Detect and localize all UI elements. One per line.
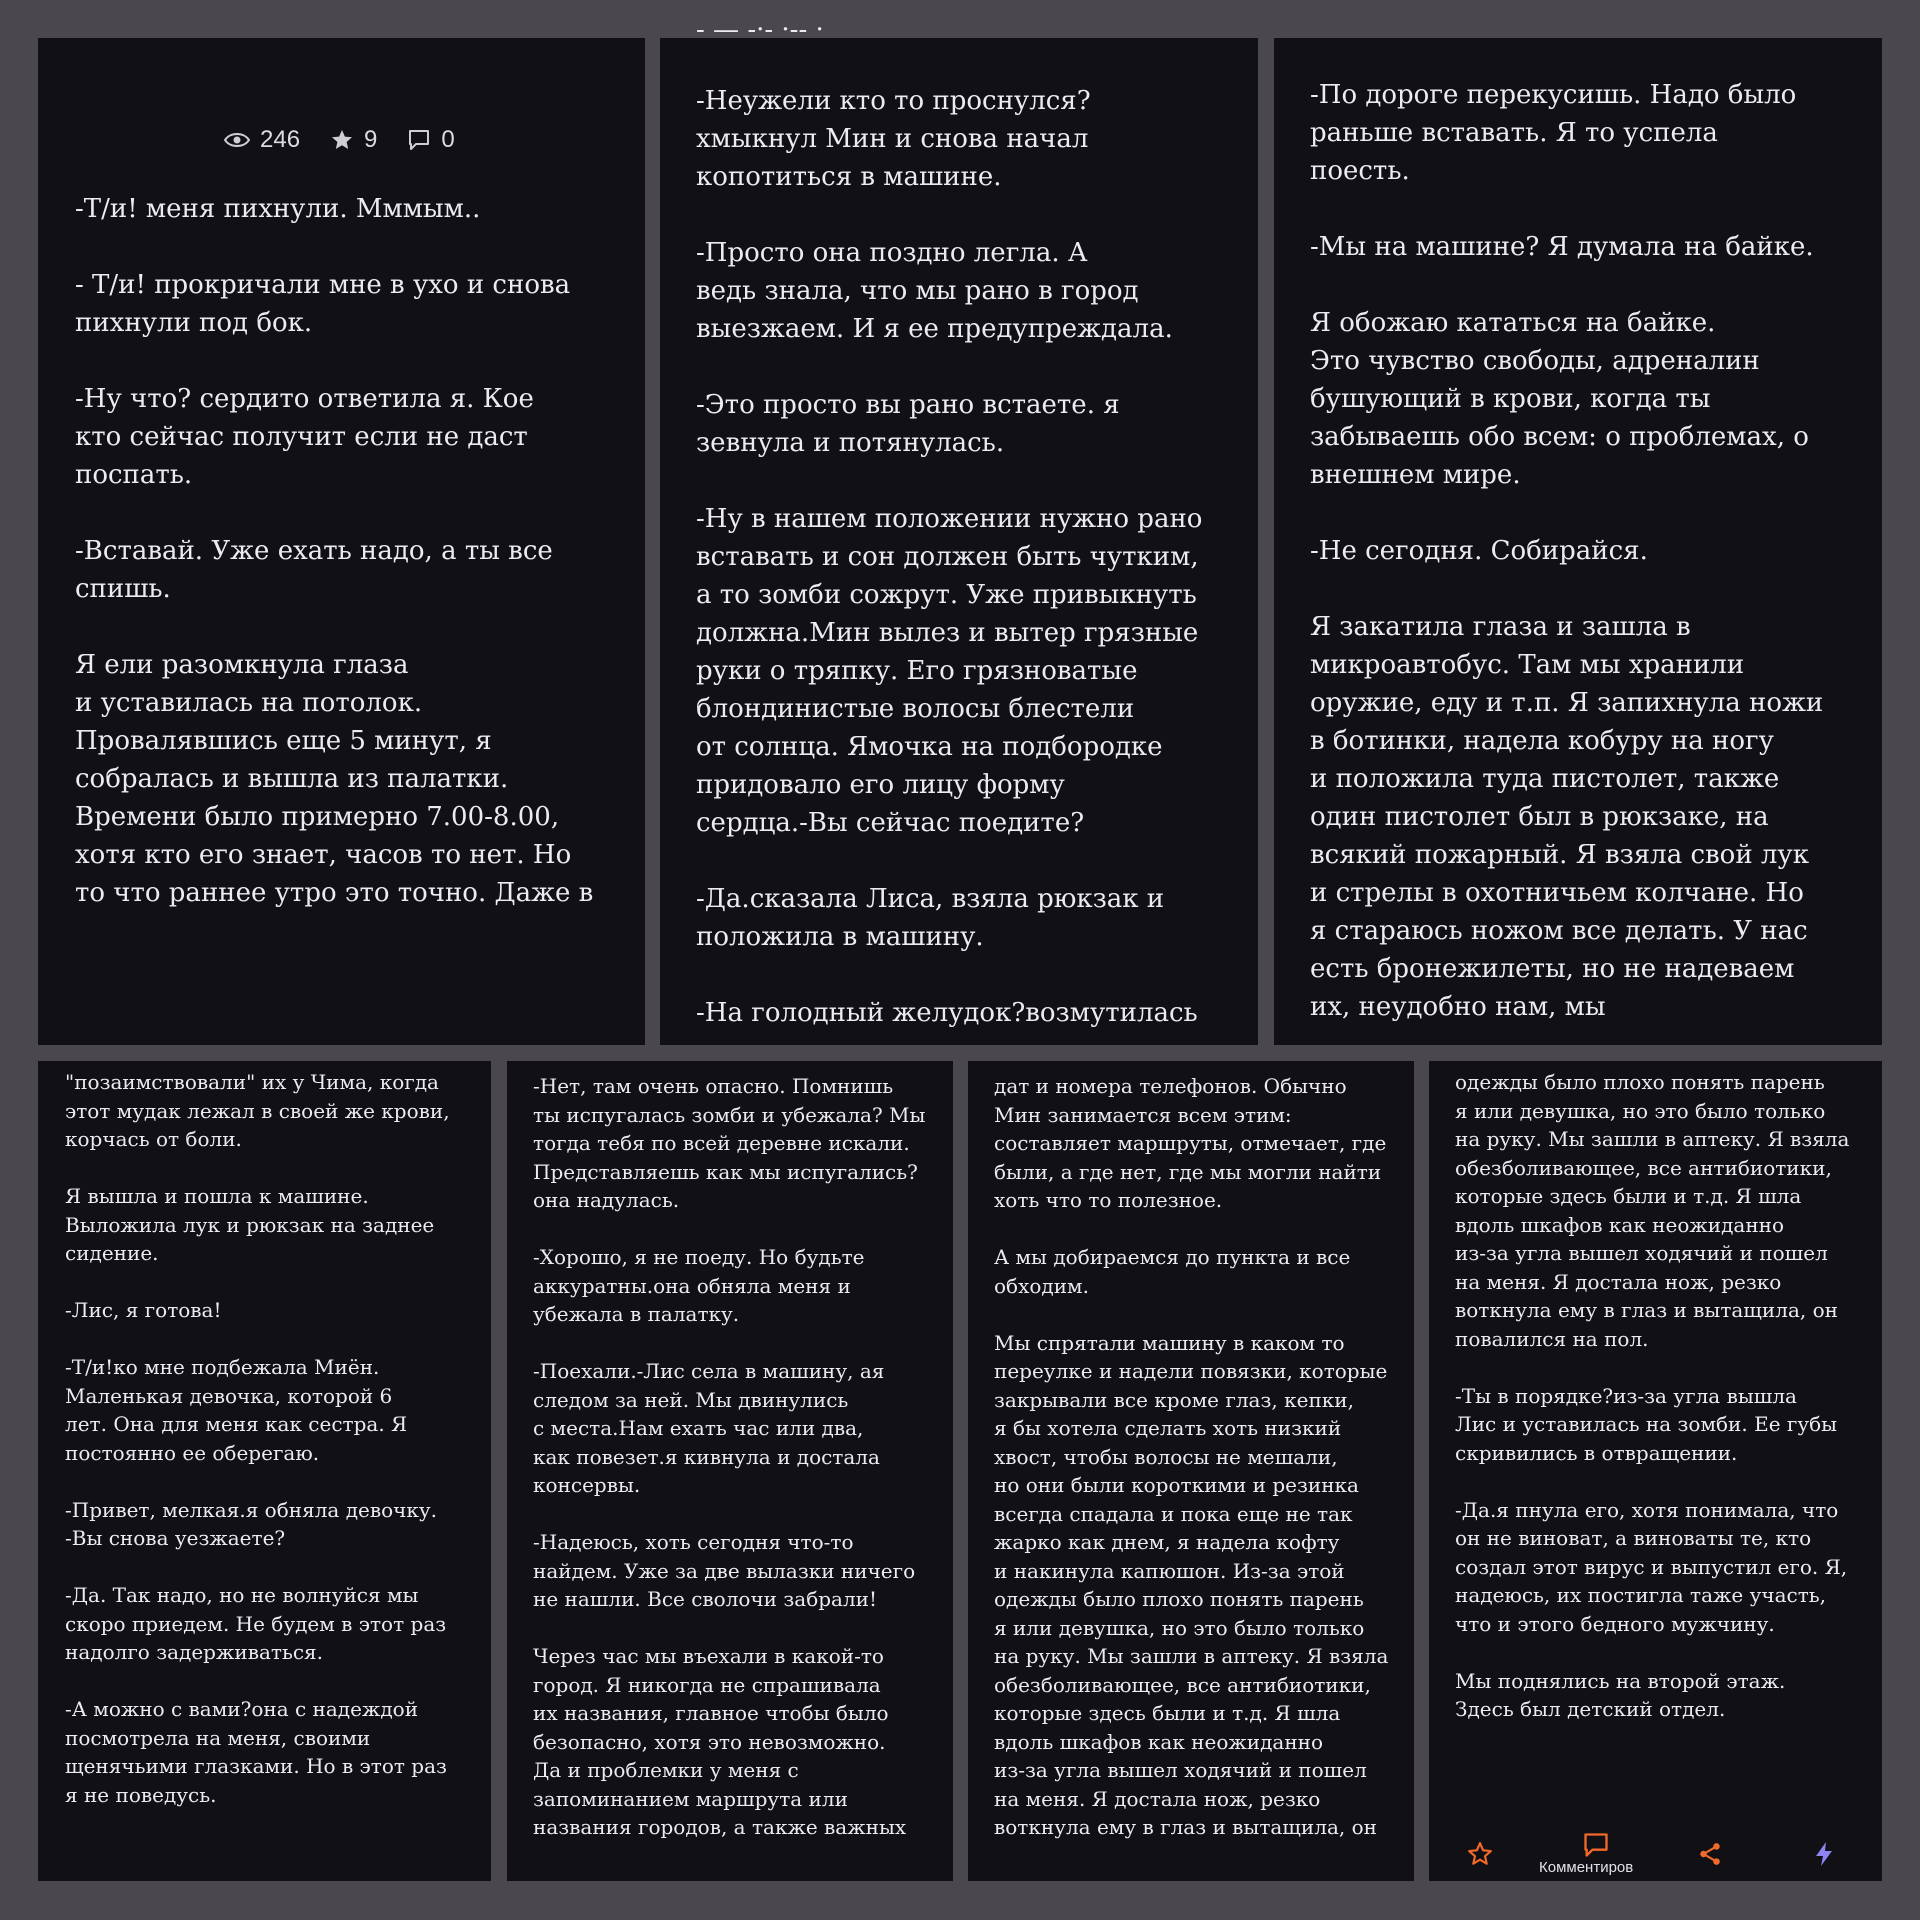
star-icon: [330, 128, 354, 152]
story-text-7: одежды было плохо понять парень я или девушка, но это было только на руку. Мы зашли в аптеку. Я взяла обезболивающее, все антибиотики, которые здесь были и т.д. Я шла вдоль шкафов как неожиданно из-за угла вышел ходячий и пошел на меня. Я достала нож, резко воткнула ему в глаз и вытащила, он повалился на пол. -Ты в порядке?из-за угла вышла Лис и уставилась на зомби. Ее губы скривились в отвращении. -Да.я пнула его, хотя понимала, что он не виноват, а виноваты те, кто создал этот вирус и выпустил его. Я, надеюсь, их постигла таже участь, что и этого бедного мужчину. Мы поднялись на второй этаж. Здесь был детский отдел.: [1455, 1070, 1850, 1721]
cut-off-line: - — -·- ·-- ·: [696, 15, 824, 45]
eye-icon: [224, 131, 250, 149]
story-text-1: -Т/и! меня пихнули. Мммым.. - Т/и! прокричали мне в ухо и снова пихнули под бок. -Ну что? сердито ответила я. Кое кто сейчас получит если не даст поспать. -Вставай. Уже ехать надо, а ты все спишь. Я ели разомкнула глаза и уставилась на потолок. Провалявшись еще 5 минут, я собралась и вышла из палатки. Времени было примерно 7.00-8.00, хотя кто его знает, часов то нет. Но то что раннее утро это точно. Даже в: [75, 194, 594, 908]
share-button[interactable]: [1697, 1841, 1723, 1871]
story-text-3: -По дороге перекусишь. Надо было раньше вставать. Я то успела поесть. -Мы на машине? Я думала на байке. Я обожаю кататься на байке. Это чувство свободы, адреналин бушующий в крови, когда ты забываешь обо всем: о проблемах, о внешнем мире. -Не сегодня. Собирайся. Я закатила глаза и зашла в микроавтобус. Там мы хранили оружие, еду и т.п. Я запихнула ножи в ботинки, надела кобуру на ногу и положила туда пистолет, также один пистолет был в рюкзаке, на всякий пожарный. Я взяла свой лук и стрелы в охотничьем колчане. Но я стараюсь ножом все делать. У нас есть бронежилеты, но не надеваем их, неудобно нам, мы: [1310, 80, 1824, 1022]
comment-icon: [407, 128, 431, 152]
story-panel-5: [507, 1061, 953, 1881]
views-stat: [224, 126, 300, 154]
story-panel-4: [38, 1061, 491, 1881]
comment-icon: [1582, 1831, 1610, 1859]
story-text-2: -Неужели кто то проснулся? хмыкнул Мин и снова начал копотиться в машине. -Просто она поздно легла. А ведь знала, что мы рано в город выезжаем. И я ее предупреждала. -Это просто вы рано встаете. я зевнула и потянулась. -Ну в нашем положении нужно рано вставать и сон должен быть чутким, а то зомби сожрут. Уже привыкнуть должна.Мин вылез и вытер грязные руки о тряпку. Его грязноватые блондинистые волосы блестели от солнца. Ямочка на подбородке придовало его лицу форму сердца.-Вы сейчас поедите? -Да.сказала Лиса, взяла рюкзак и положила в машину. -На голодный желудок?возмутилась: [696, 86, 1203, 1028]
chapter-stats: [224, 126, 455, 154]
story-panel-1: [38, 38, 645, 1045]
story-text-4: "позаимствовали" их у Чима, когда этот мудак лежал в своей же крови, корчась от боли. Я вышла и пошла к машине. Выложила лук и рюкзак на заднее сидение. -Лис, я готова! -Т/и!ко мне подбежала Миён. Маленькая девочка, которой 6 лет. Она для меня как сестра. Я постоянно ее оберегаю. -Привет, мелкая.я обняла девочку. -Вы снова уезжаете? -Да. Так надо, но не волнуйся мы скоро приедем. Не будем в этот раз надолго задерживаться. -А можно с вами?она с надеждой посмотрела на меня, своими щенячьими глазками. Но в этот раз я не поведусь.: [65, 1070, 450, 1807]
comments-button-label[interactable]: Комментиров: [1539, 1859, 1634, 1876]
story-panel-6: [968, 1061, 1414, 1881]
comments-count: 0: [441, 126, 455, 153]
lightning-icon: [1812, 1841, 1836, 1867]
stars-count: 9: [364, 126, 378, 153]
comments-stat: [407, 126, 454, 154]
story-panel-3: [1274, 38, 1882, 1045]
star-outline-icon: [1467, 1841, 1493, 1867]
boost-button[interactable]: [1812, 1841, 1836, 1871]
share-icon: [1697, 1841, 1723, 1867]
story-panel-7: [1429, 1061, 1882, 1881]
story-text-5: -Нет, там очень опасно. Помнишь ты испугалась зомби и убежала? Мы тогда тебя по всей деревне искали. Представляешь как мы испугались? она надулась. -Хорошо, я не поеду. Но будьте аккуратны.она обняла меня и убежала в палатку. -Поехали.-Лис села в машину, ая следом за ней. Мы двинулись с места.Нам ехать час или два, как повезет.я кивнула и достала консервы. -Надеюсь, хоть сегодня что-то найдем. Уже за две вылазки ничего не нашли. Все сволочи забрали! Через час мы въехали в какой-то город. Я никогда не спрашивала их названия, главное чтобы было безопасно, хотя это невозможно. Да и проблемки у меня с запоминанием маршрута или названия городов, а также важных: [533, 1074, 926, 1839]
favorite-button[interactable]: [1467, 1841, 1493, 1871]
story-text-6: дат и номера телефонов. Обычно Мин занимается всем этим: составляет маршруты, отмечает, где были, а где нет, где мы могли найти хоть что то полезное. А мы добираемся до пункта и все обходим. Мы спрятали машину в каком то переулке и надели повязки, которые закрывали все кроме глаз, кепки, я бы хотела сделать хоть низкий хвост, чтобы волосы не мешали, но они были короткими и резинка всегда спадала и пока еще не так жарко как днем, я надела кофту и накинула капюшон. Из-за этой одежды было плохо понять парень я или девушка, но это было только на руку. Мы зашли в аптеку. Я взяла обезболивающее, все антибиотики, которые здесь были и т.д. Я шла вдоль шкафов как неожиданно из-за угла вышел ходячий и пошел на меня. Я достала нож, резко воткнула ему в глаз и вытащила, он: [994, 1074, 1389, 1839]
story-panel-2: [660, 15, 1258, 1045]
action-bar: [1429, 1825, 1882, 1881]
views-count: 246: [260, 126, 301, 153]
stars-stat: [330, 126, 377, 154]
